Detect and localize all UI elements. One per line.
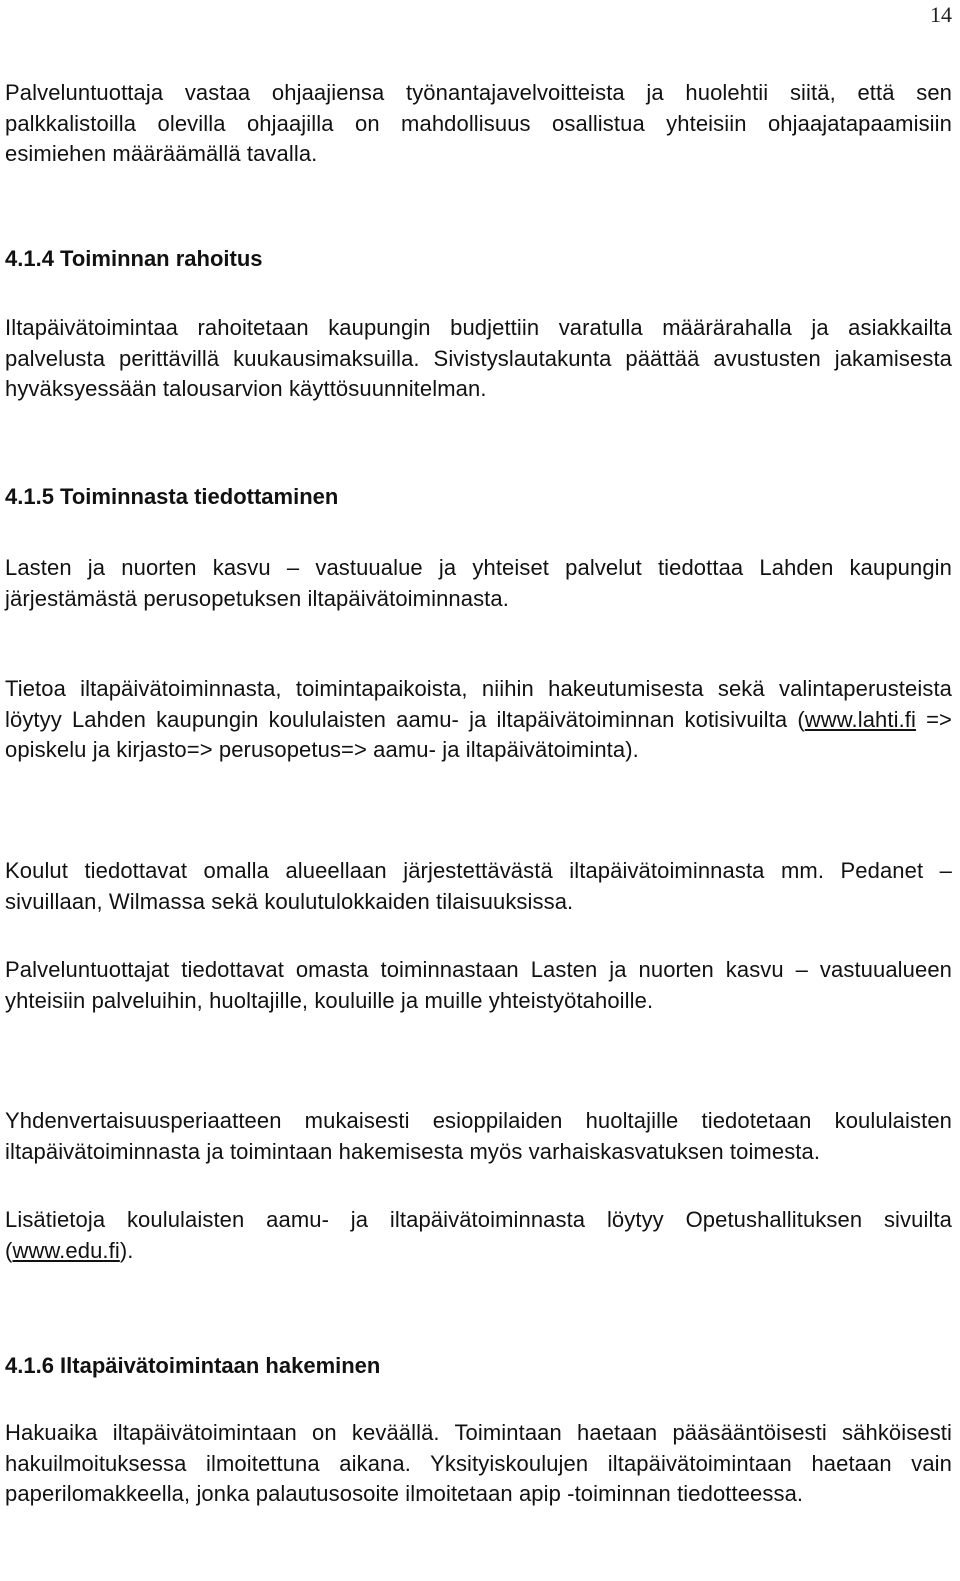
paragraph-equality: Yhdenvertaisuusperiaatteen mukaisesti esioppilaiden huoltajille tiedotetaan koululaisten iltapäivätoiminnasta ja toimintaan hakemisesta myös varhaiskasvatuksen toimesta. (5, 1108, 952, 1164)
paragraph-more-info (5, 1205, 952, 1266)
edu-link[interactable]: www.edu.fi (12, 1237, 120, 1263)
more-info-text-after-link: ). (119, 1237, 134, 1263)
paragraph-communication-text: Lasten ja nuorten kasvu – vastuualue ja yhteiset palvelut tiedottaa Lahden kaupungin järjestämästä perusopetuksen iltapäivätoiminnasta. (5, 555, 952, 611)
paragraph-funding: Iltapäivätoimintaa rahoitetaan kaupungin budjettiin varatulla määrärahalla ja asiakkailta palvelusta perittävillä kuukausimaksuilla. Sivistyslautakunta päättää avustusten jakamisesta hyväksyessään talousarvion käyttösuunnitelman. (5, 315, 952, 401)
paragraph-providers-inform: Palveluntuottajat tiedottavat omasta toiminnastaan Lasten ja nuorten kasvu – vastuualueen yhteisiin palveluihin, huoltajille, kouluille ja muille yhteistyötahoille. (5, 957, 952, 1013)
paragraph-applying: Hakuaika iltapäivätoimintaan on keväällä. Toimintaan haetaan pääsääntöisesti sähköisesti hakuilmoituksessa ilmoitettuna aikana. Yksityiskoulujen iltapäivätoimintaan haetaan vain paperilomakkeella, jonka palautusosoite ilmoitetaan apip -toiminnan tiedotteessa. (5, 1420, 952, 1506)
page-number: 14 (930, 2, 952, 27)
paragraph-employer-obligations: Palveluntuottaja vastaa ohjaajiensa työnantajavelvoitteista ja huolehtii siitä, että sen palkkalistoilla olevilla ohjaajilla on mahdollisuus osallistua yhteisiin ohjaajatapaamisiin esimiehen määräämällä tavalla. (5, 80, 952, 166)
more-info-text-before-link: Lisätietoja koululaisten aamu- ja iltapäivätoiminnasta löytyy Opetushallituksen sivuilta ( (5, 1207, 952, 1263)
info-text-after-link: => opiskelu ja kirjasto=> perusopetus=> aamu- ja iltapäivätoiminta). (5, 706, 952, 762)
info-text-before-link: Tietoa iltapäivätoiminnasta, toimintapaikoista, niihin hakeutumisesta sekä valintaperusteista löytyy Lahden kaupungin koululaisten aamu- ja iltapäivätoiminnan kotisivuilta ( (5, 676, 952, 732)
paragraph-info-location (5, 674, 952, 766)
paragraph-communication-responsibility (5, 553, 952, 614)
heading-communication: 4.1.5 Toiminnasta tiedottaminen (5, 484, 339, 509)
lahti-link[interactable]: www.lahti.fi (804, 706, 916, 732)
heading-funding: 4.1.4 Toiminnan rahoitus (5, 246, 263, 271)
heading-applying: 4.1.6 Iltapäivätoimintaan hakeminen (5, 1353, 381, 1378)
paragraph-schools-inform: Koulut tiedottavat omalla alueellaan järjestettävästä iltapäivätoiminnasta mm. Pedanet –sivuillaan, Wilmassa sekä koulutulokkaiden tilaisuuksissa. (5, 858, 952, 914)
